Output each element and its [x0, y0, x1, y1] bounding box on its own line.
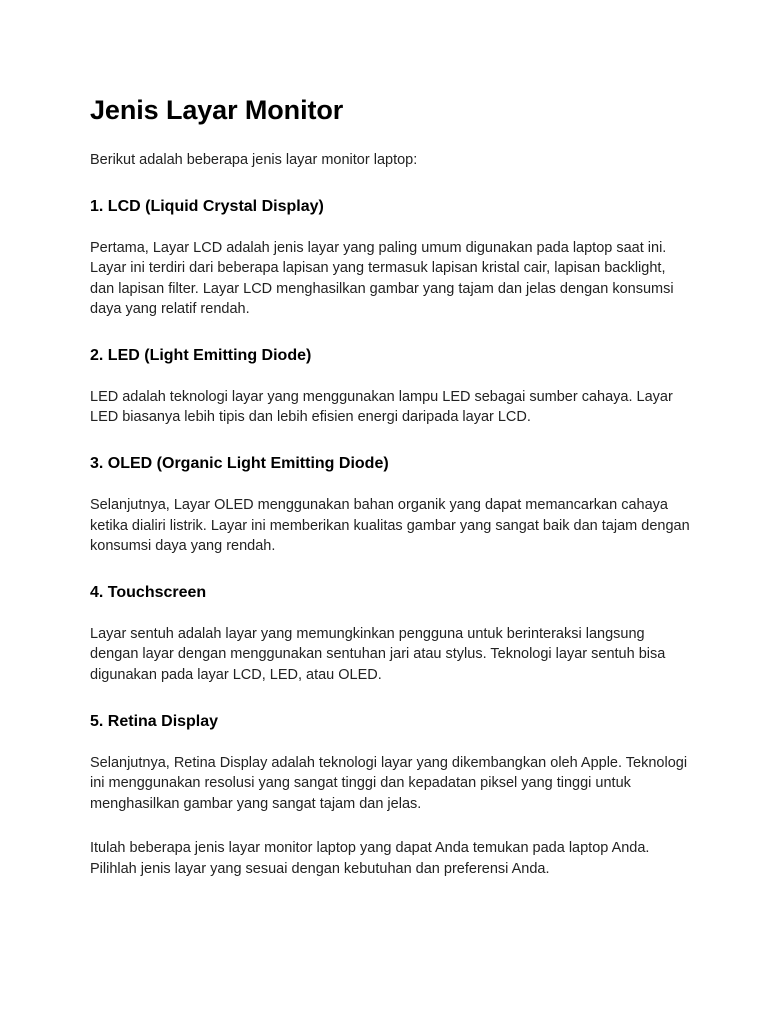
- section-retina: [90, 711, 690, 815]
- page-title: Jenis Layar Monitor: [90, 95, 344, 125]
- section-paragraph: LED adalah teknologi layar yang menggunakan lampu LED sebagai sumber cahaya. Layar LED biasanya lebih tipis dan lebih efisien energi daripada layar LCD.: [90, 388, 673, 426]
- document-page: [90, 91, 690, 880]
- section-oled: [90, 453, 690, 557]
- section-paragraph: Selanjutnya, Retina Display adalah teknologi layar yang dikembangkan oleh Apple. Teknologi ini menggunakan resolusi yang sangat tinggi dan kepadatan piksel yang tinggi untuk menghasilkan gambar yang sangat tajam dan jelas.: [90, 754, 688, 812]
- section-heading: 2. LED (Light Emitting Diode): [90, 346, 312, 364]
- section-touchscreen: [90, 582, 690, 686]
- closing-paragraph: Itulah beberapa jenis layar monitor laptop yang dapat Anda temukan pada laptop Anda. Pilihlah jenis layar yang sesuai dengan kebutuhan dan preferensi Anda.: [90, 840, 650, 877]
- intro-paragraph: Berikut adalah beberapa jenis layar monitor laptop:: [90, 152, 418, 168]
- section-heading: 4. Touchscreen: [90, 583, 207, 601]
- section-led: [90, 345, 690, 428]
- section-lcd: [90, 196, 690, 320]
- section-paragraph: Selanjutnya, Layar OLED menggunakan bahan organik yang dapat memancarkan cahaya ketika dialiri listrik. Layar ini memberikan kualitas gambar yang sangat baik dan tajam dengan konsumsi daya yang rendah.: [90, 497, 690, 555]
- section-paragraph: Layar sentuh adalah layar yang memungkinkan pengguna untuk berinteraksi langsung dengan layar dengan menggunakan sentuhan jari atau stylus. Teknologi layar sentuh bisa digunakan pada layar LCD, LED, atau OLED.: [90, 625, 666, 684]
- section-paragraph: Pertama, Layar LCD adalah jenis layar yang paling umum digunakan pada laptop saat ini. Layar ini terdiri dari beberapa lapisan yang termasuk lapisan kristal cair, lapisan backlight, dan lapisan filter. Layar LCD menghasilkan gambar yang tajam dan jelas dengan konsumsi daya yang relatif rendah.: [90, 239, 674, 318]
- section-heading: 5. Retina Display: [90, 712, 219, 730]
- section-heading: 3. OLED (Organic Light Emitting Diode): [90, 455, 389, 473]
- section-heading: 1. LCD (Liquid Crystal Display): [90, 197, 324, 215]
